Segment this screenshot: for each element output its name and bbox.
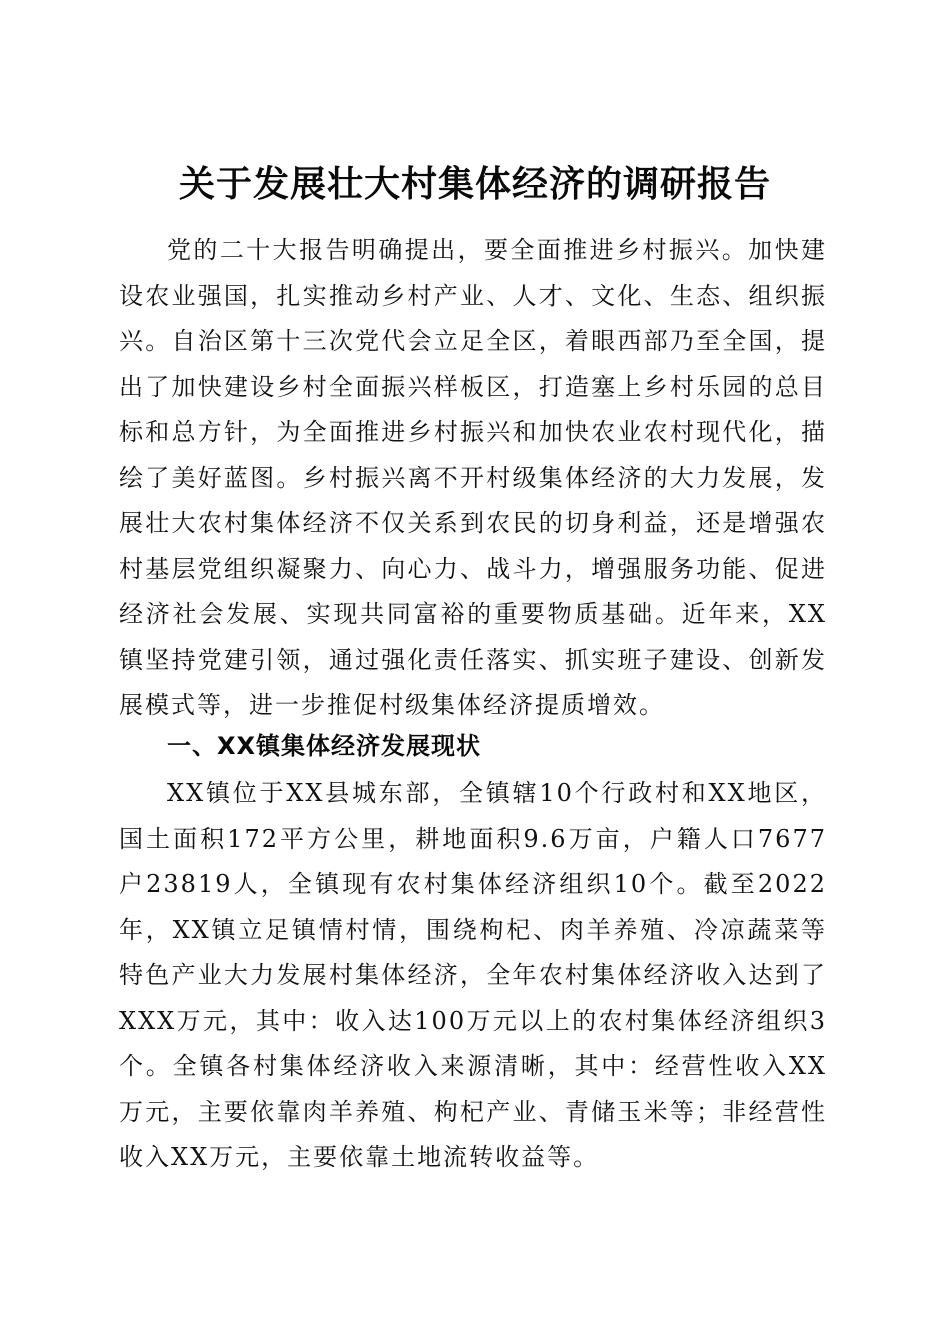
intro-paragraph: 党的二十大报告明确提出，要全面推进乡村振兴。加快建设农业强国，扎实推动乡村产业、人才、文化、生态、组织振兴。自治区第十三次党代会立足全区，着眼西部乃至全国，提出了加快建设乡村全面振兴样板区，打造塞上乡村乐园的总目标和总方针，为全面推进乡村振兴和加快农业农村现代化，描绘了美好蓝图。乡村振兴离不开村级集体经济的大力发展，发展壮大农村集体经济不仅关系到农民的切身利益，还是增强农村基层党组织凝聚力、向心力、战斗力，增强服务功能、促进经济社会发展、实现共同富裕的重要物质基础。近年来，XX镇坚持党建引领，通过强化责任落实、抓实班子建设、创新发展模式等，进一步推促村级集体经济提质增效。	[119, 236, 827, 719]
section-heading: 一、XX镇集体经济发展现状	[167, 732, 482, 760]
page-title: 关于发展壮大村集体经济的调研报告	[178, 163, 771, 206]
section-paragraph: XX镇位于XX县城东部，全镇辖10个行政村和XX地区，国土面积172平方公里，耕地面积9.6万亩，户籍人口7677户23819人，全镇现有农村集体经济组织10个。截至2022年，XX镇立足镇情村情，围绕枸杞、肉羊养殖、冷凉蔬菜等特色产业大力发展村集体经济，全年农村集体经济收入达到了XXX万元，其中：收入达100万元以上的农村集体经济组织3个。全镇各村集体经济收入来源清晰，其中：经营性收入XX万元，主要依靠肉羊养殖、枸杞产业、青储玉米等；非经营性收入XX万元，主要依靠土地流转收益等。	[119, 779, 827, 1171]
